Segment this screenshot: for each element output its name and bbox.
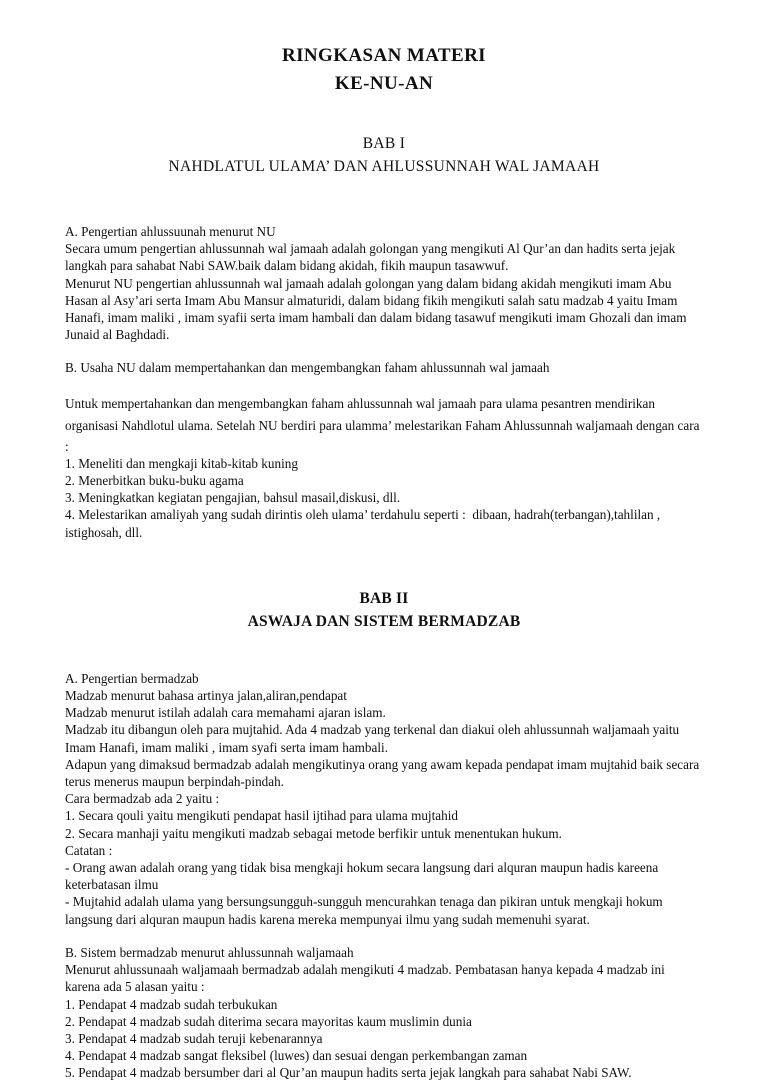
note-item: langsung dari alquran maupun hadis karena mereka mempunyai ilmu yang sudah memenuhi syarat. (65, 911, 590, 927)
list-item: 1. Secara qouli yaitu mengikuti pendapat hasil ijtihad para ulama mujtahid (65, 808, 458, 824)
chapter-2-heading (0, 587, 768, 634)
list-item: 1. Pendapat 4 madzab sudah terbukukan (65, 996, 278, 1012)
text-line: Hanafi, imam maliki , imam syafii serta imam hambali dan dalam bidang tasawuf mengikuti imam Ghozali dan imam (65, 310, 687, 326)
text-line: Junaid al Baghdadi. (65, 327, 170, 343)
text-line: terus menerus maupun berpindah-pindah. (65, 774, 284, 790)
text-line: Menurut NU pengertian ahlussunnah wal jamaah adalah golongan yang dalam bidang akidah mengikuti imam Abu (65, 275, 672, 291)
note-heading: Catatan : (65, 842, 113, 858)
text-line: Madzab menurut istilah adalah cara memahami ajaran islam. (65, 705, 386, 721)
note-item: keterbatasan ilmu (65, 877, 159, 893)
spacer (65, 377, 730, 393)
list-item: 1. Meneliti dan mengkaji kitab-kitab kuning (65, 455, 298, 471)
list-item: 4. Pendapat 4 madzab sangat fleksibel (luwes) dan sesuai dengan perkembangan zaman (65, 1048, 528, 1064)
text-line: Madzab menurut bahasa artinya jalan,aliran,pendapat (65, 688, 347, 704)
list-item: 3. Pendapat 4 madzab sudah teruji kebenarannya (65, 1030, 323, 1046)
chapter-2-number: BAB II (359, 589, 409, 607)
note-item: - Mujtahid adalah ulama yang bersungsungguh-sungguh mencurahkan tenaga dan pikiran untuk mengkaji hokum (65, 894, 663, 910)
list-item: 2. Secara manhaji yaitu mengikuti madzab sebagai metode berfikir untuk menentukan hukum. (65, 825, 562, 841)
text-line: langkah para sahabat Nabi SAW.baik dalam bidang akidah, fikih maupun tasawwuf. (65, 258, 509, 274)
list-item: 2. Pendapat 4 madzab sudah diterima secara mayoritas kaum muslimin dunia (65, 1013, 472, 1029)
chapter-1-body (65, 223, 730, 541)
chapter-2-section-a-heading: A. Pengertian bermadzab (65, 670, 199, 686)
chapter-2-body (65, 670, 730, 1082)
chapter-1-subtitle: NAHDLATUL ULAMA’ DAN AHLUSSUNNAH WAL JAMAAH (168, 158, 600, 175)
chapter-2-section-b-heading: B. Sistem bermadzab menurut ahlussunnah waljamaah (65, 944, 354, 960)
note-item: - Orang awan adalah orang yang tidak bisa mengkaji hokum secara langsung dari alquran maupun hadis kareena (65, 860, 659, 876)
text-line: organisasi Nahdlotul ulama. Setelah NU berdiri para ulamma’ melestarikan Faham Ahlussunnah waljamaah dengan cara (65, 418, 700, 434)
document-title-line2: KE-NU-AN (334, 73, 434, 94)
text-line: Untuk mempertahankan dan mengembangkan faham ahlussunnah wal jamaah para ulama pesantren mendirikan (65, 395, 655, 411)
chapter-2-subtitle: ASWAJA DAN SISTEM BERMADZAB (247, 612, 521, 630)
chapter-1-section-a-heading: A. Pengertian ahlussuunah menurut NU (65, 224, 276, 239)
list-item: 4. Melestarikan amaliyah yang sudah dirintis oleh ulama’ terdahulu seperti : dibaan, hadrah(terbangan),tahlilan , (65, 507, 661, 523)
text-line: Cara bermadzab ada 2 yaitu : (65, 791, 220, 807)
text-line: Madzab itu dibangun oleh para mujtahid. Ada 4 madzab yang terkenal dan diakui oleh ahlussunnah waljamaah yaitu (65, 722, 680, 738)
text-line: Hasan al Asy’ari serta Imam Abu Mansur almaturidi, dalam bidang fikih mengikuti salah satu madzab 4 yaitu Imam (65, 292, 678, 308)
text-line: Imam Hanafi, imam maliki , imam syafi serta imam hambali. (65, 739, 389, 755)
list-item: 5. Pendapat 4 madzab bersumber dari al Qur’an maupun hadits serta jejak langkah para sahabat Nabi SAW. (65, 1065, 632, 1081)
chapter-1-heading (0, 132, 768, 179)
text-line: Menurut ahlussunaah waljamaah bermadzab adalah mengikuti 4 madzab. Pembatasan hanya kepada 4 madzab ini (65, 962, 665, 978)
list-item: istighosah, dll. (65, 524, 143, 540)
text-line: Adapun yang dimaksud bermadzab adalah mengikutinya orang yang awam kepada pendapat imam mujtahid baik secara (65, 756, 700, 772)
text-line: karena ada 5 alasan yaitu : (65, 979, 205, 995)
chapter-1-section-b-heading: B. Usaha NU dalam mempertahankan dan mengembangkan faham ahlussunnah wal jamaah (65, 360, 550, 376)
text-line: Secara umum pengertian ahlussunnah wal jamaah adalah golongan yang mengikuti Al Qur’an dan hadits serta jejak (65, 241, 676, 257)
document-title-line1: RINGKASAN MATERI (282, 45, 486, 66)
text-line: : (65, 438, 69, 454)
chapter-1-number: BAB I (362, 135, 406, 152)
spacer (65, 343, 730, 359)
list-item: 2. Menerbitkan buku-buku agama (65, 473, 244, 489)
list-item: 3. Meningkatkan kegiatan pengajian, bahsul masail,diskusi, dll. (65, 490, 401, 506)
spacer (65, 928, 730, 944)
